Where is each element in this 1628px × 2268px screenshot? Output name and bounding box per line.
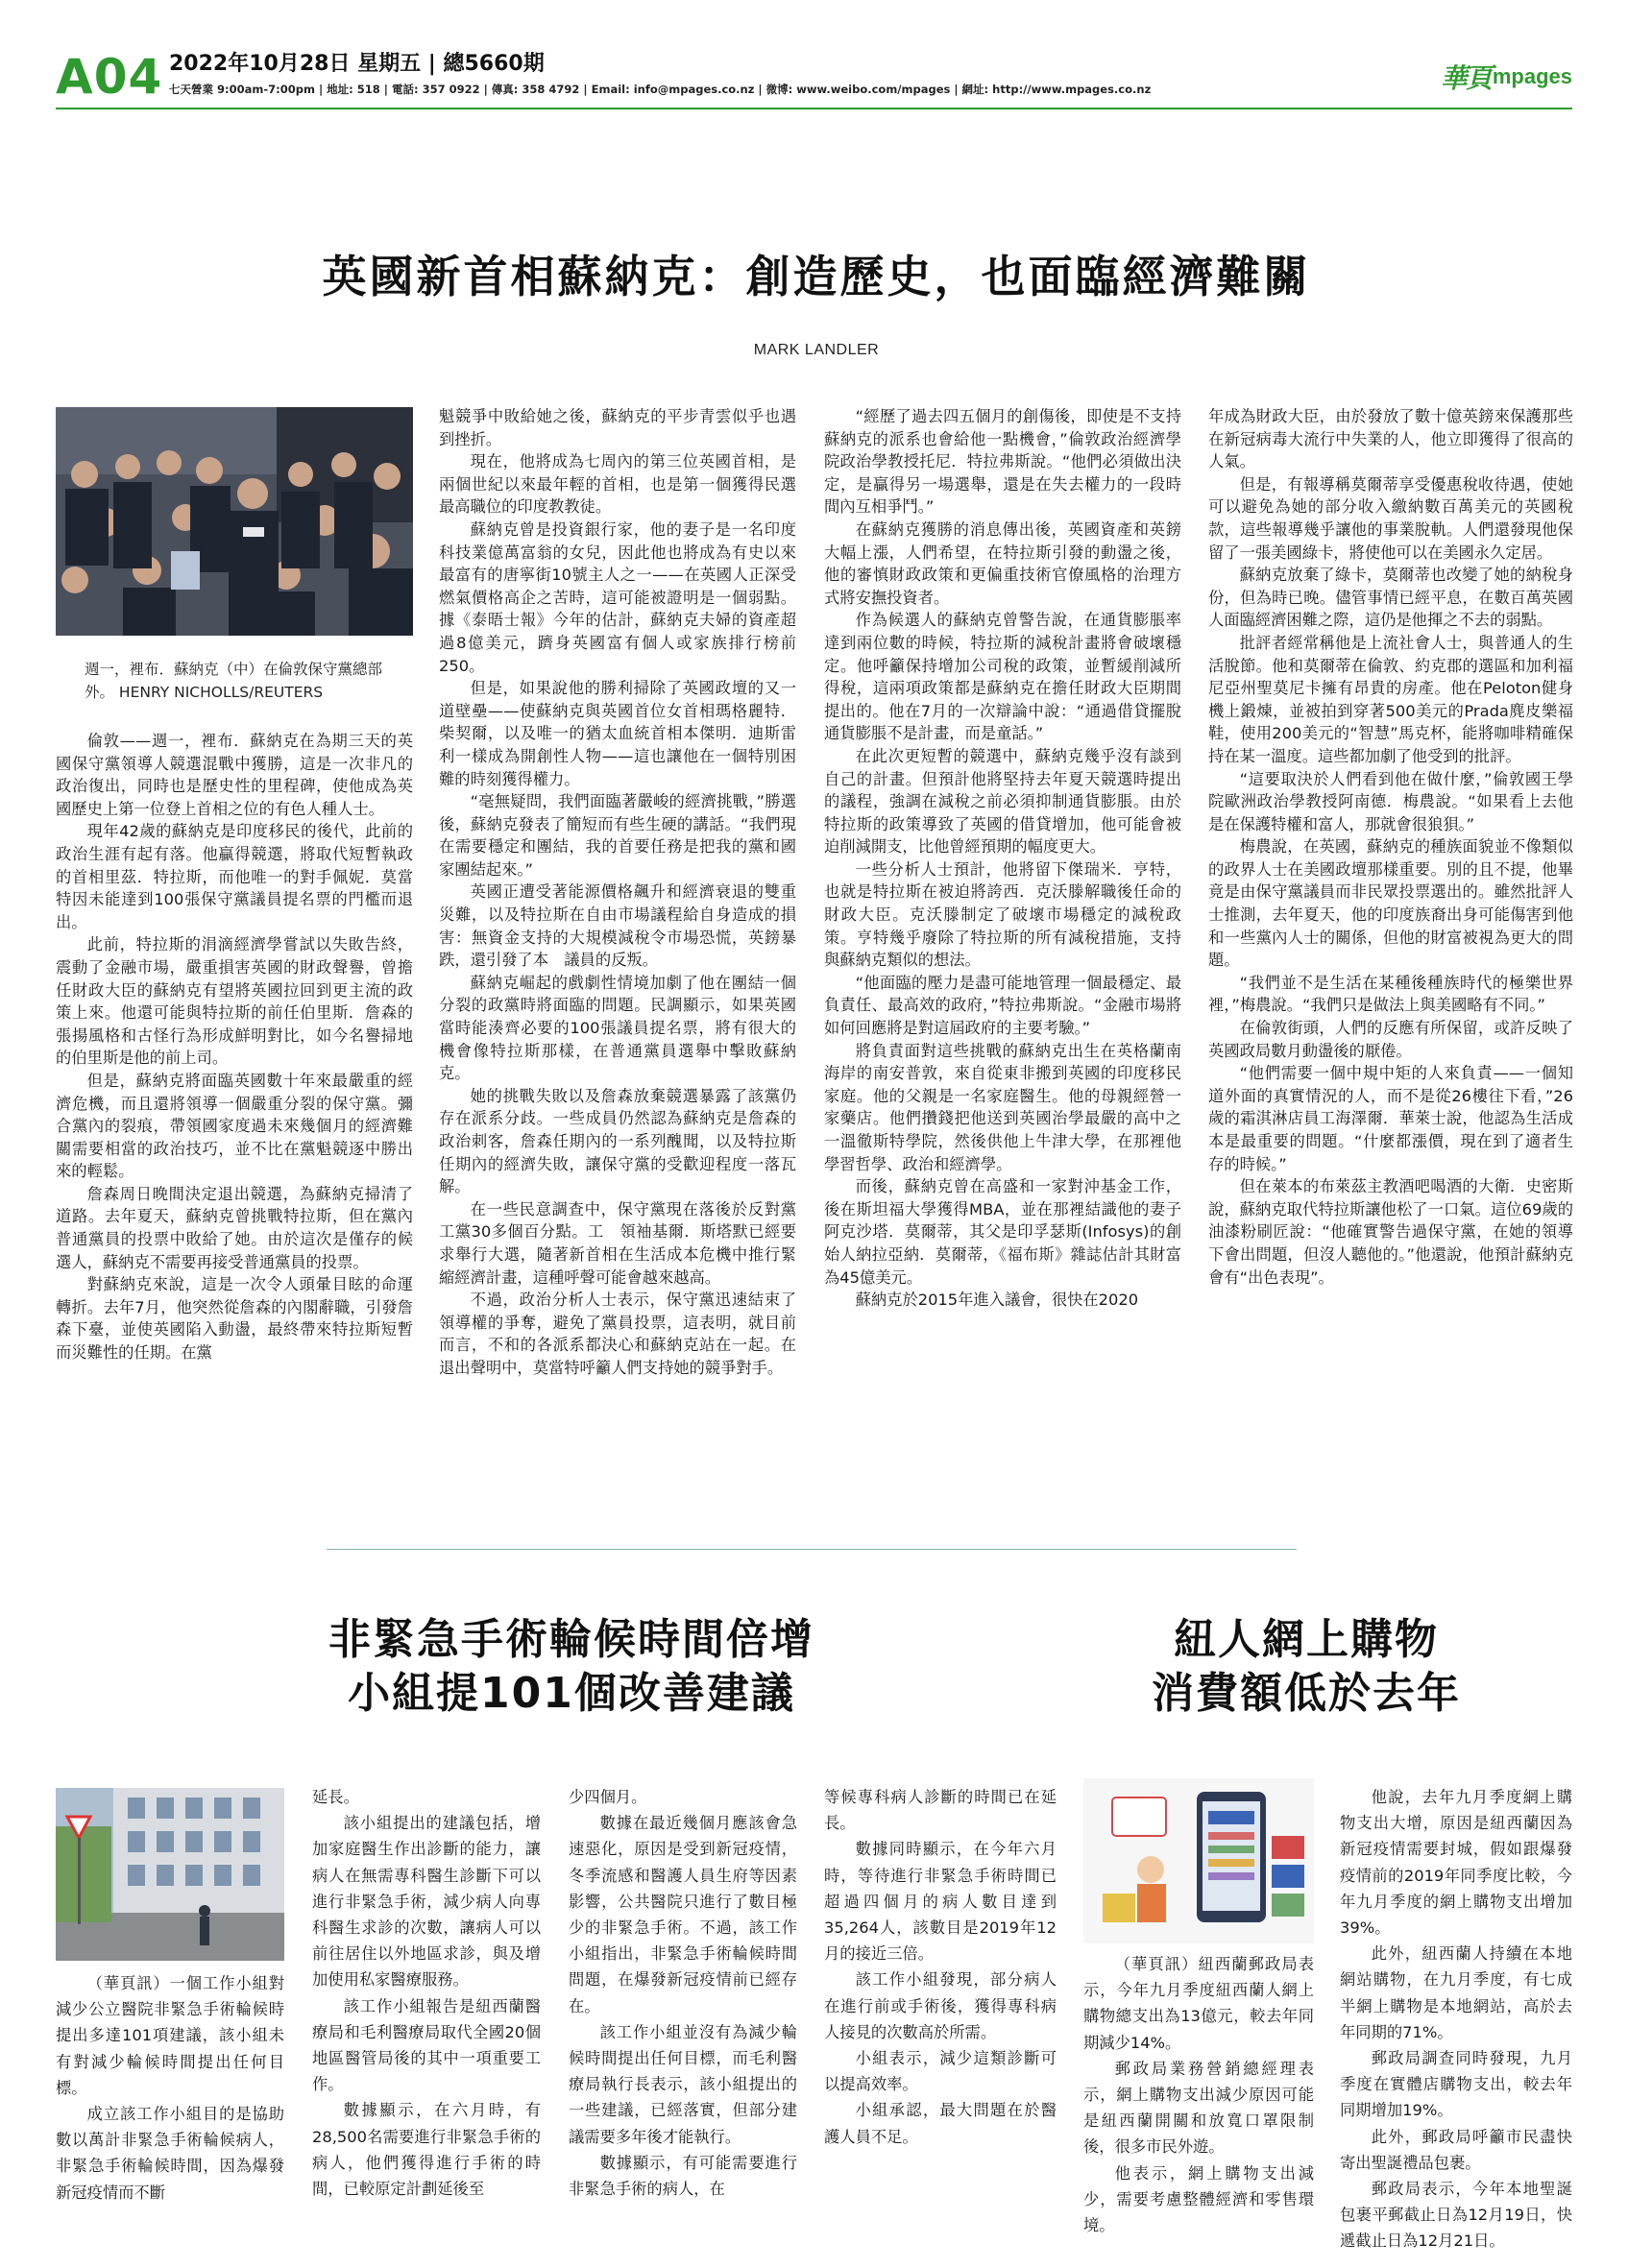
surgery-paragraph: 該工作小組並沒有為減少輪候時間提出任何目標，而毛利醫療局執行長表示，該小組提出的一些建議，已經落實，但部分建議需要多年後才能執行。 <box>569 2022 797 2146</box>
lead-paragraph: 批評者經常稱他是上流社會人士，與普通人的生活脫節。他和莫爾蒂在倫敦、約克郡的選區和加利福尼亞州聖莫尼卡擁有昂貴的房產。他在Peloton健身機上鍛煉，並被拍到穿著500美元的Prada麂皮樂福鞋，使用200美元的“智慧”馬克杯，能將咖啡精確保持在某一溫度。這些都加劇了他受到的批評。 <box>1208 633 1573 765</box>
masthead <box>56 46 1572 106</box>
lead-column-2 <box>439 405 796 1380</box>
surgery-headline <box>240 1613 903 1721</box>
lead-column-3 <box>824 405 1181 1312</box>
lead-paragraph: 但是，有報導稱莫爾蒂享受優惠稅收待遇，使她可以避免為她的部分收入繳納數百萬美元的英國稅款，這些報導幾乎讓他的事業脫軌。人們還發現他保留了一張美國綠卡，將使他可以在美國永久定居。 <box>1208 474 1573 562</box>
shopping-paragraph: 他說，去年九月季度網上購物支出大增，原因是紐西蘭因為新冠疫情需要封城，假如跟爆發疫情前的2019年同季度比較，今年九月季度的網上購物支出增加39%。 <box>1340 1788 1572 1938</box>
surgery-paragraph: 少四個月。 <box>569 1788 647 1806</box>
lead-paragraph: 不過，政治分析人士表示，保守黨迅速結束了領導權的爭奪，避免了黨員投票，這表明，就目前而言，不和的各派系都決心和蘇納克站在一起。在退出聲明中，莫當特呼籲人們支持她的競爭對手。 <box>439 1291 796 1377</box>
lead-paragraph: 但是，蘇納克將面臨英國數十年來最嚴重的經濟危機，而且還將領導一個嚴重分裂的保守黨。彌合黨內的裂痕，帶領國家度過未來幾個月的經濟難關需要相當的政治技巧，並不比在黨魁競逐中勝出來的輕鬆。 <box>56 1071 413 1181</box>
surgery-paragraph: （華頁訊）一個工作小組對減少公立醫院非緊急手術輪候時提出多達101項建議，該小組未有對減少輪候時間提出任何目標。 <box>56 1974 284 2097</box>
surgery-paragraph: 數據同時顯示，在今年六月時，等待進行非緊急手術時間已超過四個月的病人數目達到35,264人，該數目是2019年12月的接近三倍。 <box>824 1840 1057 1964</box>
surgery-column-1 <box>56 1970 284 2206</box>
surgery-paragraph: 數據顯示，有可能需要進行非緊急手術的病人，在 <box>569 2153 797 2199</box>
lead-paragraph: 魁競爭中敗給她之後，蘇納克的平步青雲似乎也遇到挫折。 <box>439 407 796 448</box>
shopping-headline <box>1105 1613 1508 1721</box>
shopping-paragraph: 此外，郵政局呼籲市民盡快寄出聖誕禮品包裹。 <box>1340 2127 1572 2172</box>
shopping-paragraph: （華頁訊）紐西蘭郵政局表示，今年九月季度紐西蘭人網上購物總支出為13億元，較去年同期減少14%。 <box>1083 1955 1314 2052</box>
lead-paragraph: 而後，蘇納克曾在高盛和一家對沖基金工作，後在斯坦福大學獲得MBA，並在那裡結識他的妻子阿克沙塔．莫爾蒂，其父是印孚瑟斯(Infosys)的創始人納拉亞納．莫爾蒂，《福布斯》雜誌估計其財富為45億美元。 <box>824 1177 1181 1287</box>
surgery-paragraph: 延長。 <box>312 1788 359 1806</box>
lead-column-1 <box>56 730 413 1364</box>
shopping-column-2 <box>1340 1784 1572 2255</box>
lead-paragraph: 蘇納克於2015年進入議會，很快在2020 <box>855 1291 1139 1310</box>
surgery-paragraph: 小組承認，最大問題在於醫護人員不足。 <box>824 2101 1057 2146</box>
shopping-paragraph: 他表示，網上購物支出減少，需要考慮整體經濟和零售環境。 <box>1083 2163 1314 2235</box>
surgery-headline-line-1: 非緊急手術輪候時間倍增 <box>328 1615 814 1664</box>
shopping-paragraph: 郵政局表示，今年本地聖誕包裹平郵截止日為12月19日，快遞截止日為12月21日。 <box>1340 2180 1572 2251</box>
lead-paragraph: 英國正遭受著能源價格飆升和經濟衰退的雙重災難，以及特拉斯在自由市場議程給自身造成的損害：無資金支持的大規模減稅令市場恐慌，英鎊暴跌，還引發了本 議員的反叛。 <box>439 882 796 970</box>
lead-paragraph: 對蘇納克來說，這是一次令人頭暈目眩的命運轉折。去年7月，他突然從詹森的內閣辭職，引發詹森下臺，並使英國陷入動盪，最終帶來特拉斯短暫而災難性的任期。在黨 <box>56 1275 413 1363</box>
lead-paragraph: 在蘇納克獲勝的消息傳出後，英國資產和英鎊大幅上漲，人們希望，在特拉斯引發的動盪之後，他的審慎財政政策和更偏重技術官僚風格的治理方式將安撫投資者。 <box>824 519 1181 607</box>
lead-paragraph: 梅農說，在英國，蘇納克的種族面貌並不像類似的政界人士在美國政壇那樣重要。別的且不提，他畢竟是由保守黨議員而非民眾投票選出的。雖然批評人士推測，去年夏天，他的印度族裔出身可能傷害到他和一些黨內人士的關係，但他的財富被視為更大的問題。 <box>1208 837 1573 970</box>
lead-paragraph: “經歷了過去四五個月的創傷後，即使是不支持蘇納克的派系也會給他一點機會，”倫敦政治經濟學院政治學教授托尼．特拉弗斯說。“他們必須做出決定，是贏得另一場選舉，還是在失去權力的一段時間內互相爭鬥。” <box>824 407 1181 517</box>
surgery-paragraph: 該工作小組發現，部分病人在進行前或手術後，獲得專科病人接見的次數高於所需。 <box>824 1970 1057 2041</box>
lead-paragraph: 詹森周日晚間決定退出競選，為蘇納克掃清了道路。去年夏天，蘇納克曾挑戰特拉斯，但在黨內普通黨員的投票中敗給了她。由於這次是僅存的候選人，蘇納克不需要再接受普通黨員的投票。 <box>56 1184 413 1271</box>
issue-date: 2022年10月28日 星期五 | 總5660期 <box>169 52 545 76</box>
surgery-column-3 <box>569 1784 797 2202</box>
logo-english: mpages <box>1492 64 1572 88</box>
lead-column-4 <box>1208 405 1573 1289</box>
lead-paragraph: 蘇納克放棄了綠卡，莫爾蒂也改變了她的納稅身份，但為時已晚。儘管事情已經平息，在數百萬英國人面臨經濟困難之際，這仍是他揮之不去的弱點。 <box>1208 566 1573 630</box>
shopping-paragraph: 郵政局調查同時發現，九月季度在實體店購物支出，較去年同期增加19%。 <box>1340 2049 1572 2120</box>
lead-paragraph: 年成為財政大臣，由於發放了數十億英鎊來保護那些在新冠病毒大流行中失業的人，他立即獲得了很高的人氣。 <box>1208 407 1573 471</box>
lead-paragraph: 在此次更短暫的競選中，蘇納克幾乎沒有談到自己的計畫。但預計他將堅持去年夏天競選時提出的議程，強調在減稅之前必須抑制通貨膨脹。由於特拉斯的政策導致了英國的借貸增加，他可能會被迫削減開支，比他曾經預期的幅度更大。 <box>824 746 1181 857</box>
shopping-paragraph: 郵政局業務營銷總經理表示，網上購物支出減少原因可能是紐西蘭開關和放寬口罩限制後，很多市民外遊。 <box>1083 2059 1314 2157</box>
lead-paragraph: 蘇納克崛起的戲劇性情境加劇了他在團結一個分裂的政黨時將面臨的問題。民調顯示，如果英國當時能湊齊必要的100張議員提名票，將有很大的機會像特拉斯那樣，在普通黨員選舉中擊敗蘇納克。 <box>439 973 796 1083</box>
lead-paragraph: 現年42歲的蘇納克是印度移民的後代，此前的政治生涯有起有落。他贏得競選，將取代短暫執政的首相里茲．特拉斯，而他唯一的對手佩妮．莫當特因未能達到100張保守黨議員提名票的門檻而退出。 <box>56 822 413 931</box>
surgery-column-2 <box>312 1784 541 2202</box>
surgery-paragraph: 成立該工作小組目的是協助數以萬計非緊急手術輪候病人，非緊急手術輪候時間，因為爆發新冠疫情而不斷 <box>56 2105 284 2202</box>
surgery-paragraph: 該小組提出的建議包括，增加家庭醫生作出診斷的能力，讓病人在無需專科醫生診斷下可以進行非緊急手術，減少病人向專科醫生求診的次數，讓病人可以前往居住以外地區求診，與及增加使用私家醫療服務。 <box>312 1814 541 1990</box>
lead-paragraph: 作為候選人的蘇納克曾警告說，在通貨膨脹率達到兩位數的時候，特拉斯的減稅計畫將會破壞穩定。他呼籲保持增加公司稅的政策，並暫緩削減所得稅，這兩項政策都是蘇納克在擔任財政大臣期間提出的。他在7月的一次辯論中說：“通過借貸擺脫通貨膨脹不是計畫，而是童話。” <box>824 611 1181 743</box>
surgery-paragraph: 數據顯示，在六月時，有28,500名需要進行非緊急手術的病人，他們獲得進行手術的時間，已較原定計劃延後至 <box>312 2101 541 2199</box>
contact-info: 七天營業 9:00am-7:00pm | 地址: 518 | 電話: 357 0922 | 傳真: 358 4792 | Email: info@mpages.co.nz | 微博: www.weibo.com/mpages | 網址: http://www.mpages.co.nz <box>169 83 1152 96</box>
lead-paragraph: “他們需要一個中規中矩的人來負責——一個知道外面的真實情況的人，而不是從26樓往下看，”26歲的霜淇淋店員工海澤爾．華萊士說，他認為生活成本是最重要的問題。“什麼都漲價，現在到了適者生存的時候。” <box>1208 1064 1573 1173</box>
lead-paragraph: 但是，如果說他的勝利掃除了英國政壇的又一道壁壘——使蘇納克與英國首位女首相瑪格麗特．柴契爾，以及唯一的猶太血統首相本傑明．迪斯雷利一樣成為開創性人物——這也讓他在一個特別困難的時刻獲得權力。 <box>439 679 796 788</box>
lead-paragraph: 蘇納克曾是投資銀行家，他的妻子是一名印度科技業億萬富翁的女兒，因此他也將成為有史以來最富有的唐寧街10號主人之一——在英國人正深受燃氣價格高企之苦時，這可能被證明是一個弱點。據《泰晤士報》今年的估計，蘇納克夫婦的資產超過8億美元，躋身英國富有個人或家族排行榜前250。 <box>439 519 796 675</box>
mpages-logo <box>1441 60 1572 94</box>
lead-paragraph: 將負責面對這些挑戰的蘇納克出生在英格蘭南海岸的南安普敦，來自從東非搬到英國的印度移民家庭。他的父親是一名家庭醫生。他的母親經營一家藥店。他們攢錢把他送到英國治學最嚴的高中之一溫徹斯特學院，然後供他上牛津大學，在那裡他學習哲學、政治和經濟學。 <box>824 1041 1181 1173</box>
masthead-divider <box>56 108 1572 109</box>
lead-photo-caption: 週一，裡布．蘇納克（中）在倫敦保守黨總部外。 HENRY NICHOLLS/REUTERS <box>85 661 383 701</box>
surgery-paragraph: 數據在最近幾個月應該會急速惡化，原因是受到新冠疫情，冬季流感和醫護人員生府等因素影響，公共醫院只進行了數目極少的非緊急手術。不過，該工作小組指出，非緊急手術輪候時間問題，在爆發新冠疫情前已經存在。 <box>569 1814 797 2015</box>
lead-paragraph: “毫無疑問，我們面臨著嚴峻的經濟挑戰，”勝選後，蘇納克發表了簡短而有些生硬的講話。“我們現在需要穩定和團結，我的首要任務是把我的黨和國家團結起來。” <box>439 792 796 879</box>
shopping-column-1 <box>1083 1951 1314 2238</box>
lead-paragraph: 一些分析人士預計，他將留下傑瑞米．亨特，也就是特拉斯在被迫將誇西．克沃滕解職後任命的財政大臣。克沃滕制定了破壞市場穩定的減稅政策。亨特幾乎廢除了特拉斯的所有減稅措施，支持與蘇納克類似的想法。 <box>824 859 1181 970</box>
lead-paragraph: 此前，特拉斯的涓滴經濟學嘗試以失敗告終，震動了金融市場，嚴重損害英國的財政聲譽，曾擔任財政大臣的蘇納克有望將英國拉回到更主流的政策上來。他還可能與特拉斯的前任伯里斯．詹森的張揚風格和古怪行為形成鮮明對比，如今名譽掃地的伯里斯是他的前上司。 <box>56 935 413 1068</box>
logo-chinese: 華頁 <box>1440 62 1491 94</box>
lead-paragraph: “我們並不是生活在某種後種族時代的極樂世界裡，”梅農說。“我們只是做法上與美國略有不同。” <box>1208 973 1573 1015</box>
surgery-paragraph: 小組表示，減少這類診斷可以提高效率。 <box>824 2049 1057 2094</box>
hospital-photo <box>56 1788 284 1961</box>
lead-paragraph: 她的挑戰失敗以及詹森放棄競選暴露了該黨仍存在派系分歧。一些成員仍然認為蘇納克是詹森的政治刺客，詹森任期內的一系列醜聞，以及特拉斯任期內的經濟失敗，讓保守黨的受歡迎程度一落瓦解。 <box>439 1086 796 1196</box>
surgery-paragraph: 等候專科病人診斷的時間已在延長。 <box>824 1788 1057 1833</box>
shopping-paragraph: 此外，紐西蘭人持續在本地網站購物，在九月季度，有七成半網上購物是本地網站，高於去年同期的71%。 <box>1340 1944 1572 2041</box>
lead-headline: 英國新首相蘇納克：創造歷史，也面臨經濟難關 <box>322 251 1311 302</box>
surgery-column-4 <box>824 1784 1057 2150</box>
surgery-paragraph: 該工作小組報告是紐西蘭醫療局和毛利醫療局取代全國20個地區醫管局後的其中一項重要工作。 <box>312 1996 541 2094</box>
surgery-headline-line-2: 小組提101個改善建議 <box>348 1669 795 1718</box>
shopping-headline-line-2: 消費額低於去年 <box>1152 1669 1461 1718</box>
page-number: A04 <box>56 49 163 105</box>
lead-paragraph: “這要取決於人們看到他在做什麼，”倫敦國王學院歐洲政治學教授阿南德．梅農說。“如果看上去他是在保護特權和富人，那就會很狼狽。” <box>1208 769 1573 833</box>
lead-paragraph: 在一些民意調查中，保守黨現在落後於反對黨工黨30多個百分點。工 領袖基爾．斯塔默已經要求舉行大選，隨著新首相在生活成本危機中推行緊縮經濟計畫，這種呼聲可能會越來越高。 <box>439 1199 796 1287</box>
lead-paragraph: 倫敦——週一，裡布．蘇納克在為期三天的英國保守黨領導人競選混戰中獲勝，這是一次非凡的政治復出，同時也是歷史性的里程碑，使他成為英國歷史上第一位登上首相之位的有色人種人士。 <box>56 732 413 818</box>
section-divider <box>327 1549 1297 1550</box>
lead-paragraph: “他面臨的壓力是盡可能地管理一個最穩定、最負責任、最高效的政府，”特拉弗斯說。“金融市場將如何回應將是對這屆政府的主要考驗。” <box>824 973 1181 1038</box>
sunak-crowd-photo <box>56 407 413 636</box>
lead-paragraph: 在倫敦街頭，人們的反應有所保留，或許反映了英國政局數月動盪後的厭倦。 <box>1208 1019 1573 1060</box>
shopping-headline-line-1: 紐人網上購物 <box>1174 1615 1439 1664</box>
lead-paragraph: 現在，他將成為七周內的第三位英國首相，是兩個世紀以來最年輕的首相，也是第一個獲得民選最高職位的印度教教徒。 <box>439 452 796 517</box>
lead-paragraph: 但在萊本的布萊茲主教酒吧喝酒的大衛．史密斯說，蘇納克取代特拉斯讓他松了一口氣。這位69歲的油漆粉刷匠說：“他確實警告過保守黨，在她的領導下會出問題，但沒人聽他的。”他還說，他預計蘇納克會有“出色表現”。 <box>1208 1177 1573 1287</box>
online-shopping-illustration <box>1083 1778 1314 1943</box>
lead-byline: MARK LANDLER <box>753 342 880 358</box>
